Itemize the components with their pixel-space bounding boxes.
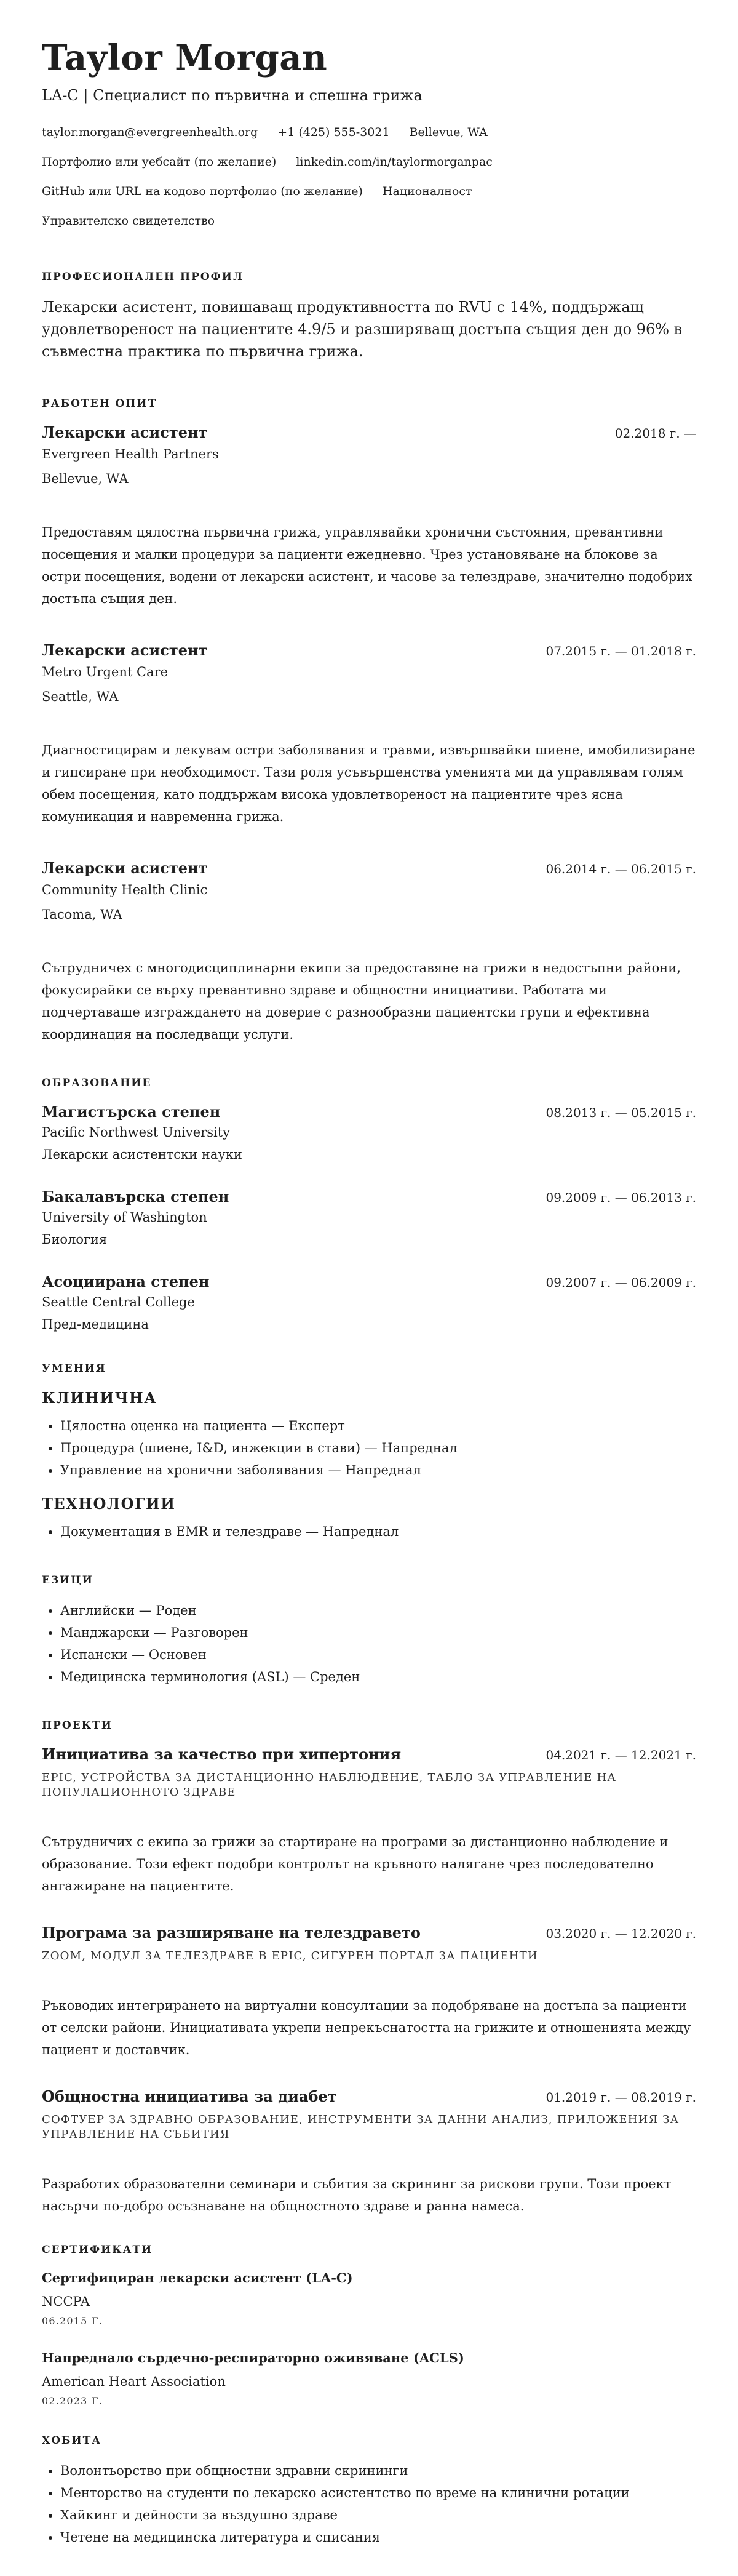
certificate-entry	[42, 2269, 696, 2328]
school-name: Pacific Northwest University	[42, 1125, 231, 1140]
linkedin-link[interactable]: linkedin.com/in/taylormorganpac	[296, 155, 493, 169]
job-title: Лекарски асистент	[42, 423, 208, 441]
field-of-study: Биология	[42, 1232, 108, 1247]
job-company: Evergreen Health Partners	[42, 447, 219, 462]
email-link[interactable]: taylor.morgan@evergreenhealth.org	[42, 126, 258, 139]
job-entry	[42, 423, 696, 610]
school-name: University of Washington	[42, 1210, 207, 1225]
project-entry	[42, 2087, 696, 2217]
summary-text: Лекарски асистент, повишаващ продуктивността по RVU с 14%, поддържащ удовлетвореност на пациентите 4.9/5 и разширяващ достъпа същия ден до 96% в съвместна практика по първична грижа.	[42, 298, 683, 360]
project-tech: СОФТУЕР ЗА ЗДРАВНО ОБРАЗОВАНИЕ, ИНСТРУМЕНТИ ЗА ДАННИ АНАЛИЗ, ПРИЛОЖЕНИЯ ЗА УПРАВЛЕНИЕ НА СЪБИТИЯ	[42, 2113, 680, 2141]
job-dates: 07.2015 г. — 01.2018 г.	[546, 644, 696, 658]
certificate-issuer: NCCPA	[42, 2294, 90, 2309]
job-company: Community Health Clinic	[42, 882, 208, 897]
project-title: Програма за разширяване на телездравето	[42, 1924, 421, 1942]
project-dates: 01.2019 г. — 08.2019 г.	[546, 2090, 696, 2105]
list-item: • Управление на хронични заболявания — Напреднал	[60, 1459, 696, 1481]
degree-title: Магистърска степен	[42, 1103, 221, 1121]
list-item: • Четене на медицинска литература и списания	[60, 2526, 696, 2548]
certificate-name: Напреднало сърдечно-респираторно оживяване (ACLS)	[42, 2350, 464, 2366]
list-item: • Испански — Основен	[60, 1644, 696, 1666]
list-item: • Цялостна оценка на пациента — Експерт	[60, 1415, 696, 1437]
clinical-skills-heading: КЛИНИЧНА	[42, 1389, 157, 1407]
project-entry	[42, 1923, 696, 2061]
field-of-study: Пред-медицина	[42, 1317, 149, 1332]
nationality-text: Националност	[382, 185, 472, 198]
field-of-study: Лекарски асистентски науки	[42, 1147, 242, 1162]
project-tech: EPIC, УСТРОЙСТВА ЗА ДИСТАНЦИОННО НАБЛЮДЕНИЕ, ТАБЛО ЗА УПРАВЛЕНИЕ НА ПОПУЛАЦИОННОТО ЗДРАВЕ	[42, 1771, 617, 1799]
project-entry	[42, 1745, 696, 1897]
candidate-name: Taylor Morgan	[42, 38, 328, 78]
list-item: • Хайкинг и дейности за въздушно здраве	[60, 2504, 696, 2526]
job-location: Bellevue, WA	[42, 471, 129, 486]
tech-skills-heading: ТЕХНОЛОГИИ	[42, 1495, 176, 1513]
education-dates: 09.2007 г. — 06.2009 г.	[546, 1275, 696, 1290]
certificate-name: Сертифициран лекарски асистент (LA-C)	[42, 2270, 353, 2286]
job-location: Seattle, WA	[42, 689, 119, 704]
hobbies-heading: ХОБИТА	[42, 2434, 102, 2447]
languages-list	[42, 1599, 696, 1688]
list-item: • Манджарски — Разговорен	[60, 1622, 696, 1644]
job-title: Лекарски асистент	[42, 859, 208, 877]
project-description: Ръководих интегрирането на виртуални консултации за подобряване на достъпа за пациенти от селски райони. Инициативата укрепи непрекъснатостта на грижите и отношенията между пациент и доставчик.	[42, 1998, 691, 2057]
certificate-date: 02.2023 Г.	[42, 2395, 103, 2407]
project-description: Сътрудничих с екипа за грижи за стартиране на програми за дистанционно наблюдение и образование. Този ефект подобри контролът на кръвното налягане чрез последователно ангажиране на пациентите.	[42, 1834, 669, 1894]
list-item: • Документация в EMR и телездраве — Напреднал	[60, 1521, 696, 1543]
education-dates: 08.2013 г. — 05.2015 г.	[546, 1105, 696, 1120]
phone-number[interactable]: +1 (425) 555-3021	[277, 126, 390, 139]
education-entry	[42, 1272, 696, 1334]
job-company: Metro Urgent Care	[42, 665, 169, 679]
list-item: • Процедура (шиене, I&D, инжекции в стави) — Напреднал	[60, 1437, 696, 1459]
job-location: Tacoma, WA	[42, 907, 122, 922]
list-item: • Английски — Роден	[60, 1599, 696, 1622]
project-tech: ZOOM, МОДУЛ ЗА ТЕЛЕЗДРАВЕ В EPIC, СИГУРЕН ПОРТАЛ ЗА ПАЦИЕНТИ	[42, 1950, 538, 1962]
skills-heading: УМЕНИЯ	[42, 1362, 106, 1375]
job-description: Предоставям цялостна първична грижа, управлявайки хронични състояния, превантивни посещения и малки процедури за пациенти ежедневно. Чрез установяване на блокове за остри посещения, водени от лекарски асистент, и часове за телездраве, значително подобрих достъпа същия ден.	[42, 525, 692, 606]
contact-row-4	[42, 213, 696, 229]
job-title: Лекарски асистент	[42, 641, 208, 659]
certificate-issuer: American Heart Association	[42, 2374, 226, 2389]
projects-heading: ПРОЕКТИ	[42, 1719, 113, 1732]
contact-row-3	[42, 183, 696, 199]
project-title: Инициатива за качество при хипертония	[42, 1745, 402, 1763]
license-text: Управителско свидетелство	[42, 214, 215, 228]
summary-heading: ПРОФЕСИОНАЛЕН ПРОФИЛ	[42, 271, 244, 283]
languages-heading: ЕЗИЦИ	[42, 1574, 93, 1586]
job-entry	[42, 858, 696, 1046]
list-item: • Медицинска терминология (ASL) — Среден	[60, 1666, 696, 1688]
education-entry	[42, 1102, 696, 1164]
clinical-skills-list	[42, 1415, 696, 1481]
job-description: Диагностицирам и лекувам остри заболявания и травми, извършвайки шиене, имобилизиране и гипсиране при необходимост. Тази роля усъвършенства уменията ми да управлявам голям обем посещения, като поддържам висока удовлетвореност на пациентите чрез ясна комуникация и навременна грижа.	[42, 743, 696, 824]
list-item: • Волонтьорство при общностни здравни скрининги	[60, 2460, 696, 2482]
project-description: Разработих образователни семинари и събития за скрининг за рискови групи. Този проект насърчи по-добро осъзнаване на общностното здраве и ранна намеса.	[42, 2177, 672, 2214]
degree-title: Асоциирана степен	[42, 1273, 210, 1290]
degree-title: Бакалавърска степен	[42, 1188, 229, 1206]
hobbies-list	[42, 2460, 696, 2548]
portfolio-link[interactable]: Портфолио или уебсайт (по желание)	[42, 155, 277, 169]
project-dates: 04.2021 г. — 12.2021 г.	[546, 1748, 696, 1762]
education-heading: ОБРАЗОВАНИЕ	[42, 1077, 152, 1089]
education-entry	[42, 1187, 696, 1249]
education-dates: 09.2009 г. — 06.2013 г.	[546, 1190, 696, 1205]
location-text: Bellevue, WA	[409, 126, 488, 139]
contact-row-2	[42, 154, 696, 170]
school-name: Seattle Central College	[42, 1295, 195, 1310]
experience-heading: РАБОТЕН ОПИТ	[42, 398, 157, 410]
tech-skills-list	[42, 1521, 696, 1543]
contact-row-1	[42, 124, 696, 140]
certificate-date: 06.2015 Г.	[42, 2315, 103, 2327]
github-link[interactable]: GitHub или URL на кодово портфолио (по желание)	[42, 185, 363, 198]
job-dates: 02.2018 г. —	[614, 426, 696, 441]
project-dates: 03.2020 г. — 12.2020 г.	[546, 1926, 696, 1941]
candidate-title: LA-C | Специалист по първична и спешна грижа	[42, 87, 423, 104]
list-item: • Менторство на студенти по лекарско асистентство по време на клинични ротации	[60, 2482, 696, 2504]
job-dates: 06.2014 г. — 06.2015 г.	[546, 862, 696, 876]
certificate-entry	[42, 2349, 696, 2408]
certificates-heading: СЕРТИФИКАТИ	[42, 2244, 153, 2256]
project-title: Общностна инициатива за диабет	[42, 2087, 337, 2105]
job-entry	[42, 641, 696, 828]
job-description: Сътрудничех с многодисциплинарни екипи за предоставяне на грижи в недостъпни райони, фокусирайки се върху превантивно здраве и общностни инициативи. Работата ми подчертаваше изграждането на доверие с разнообразни пациентски групи и ефективна координация на последващи услуги.	[42, 961, 681, 1042]
